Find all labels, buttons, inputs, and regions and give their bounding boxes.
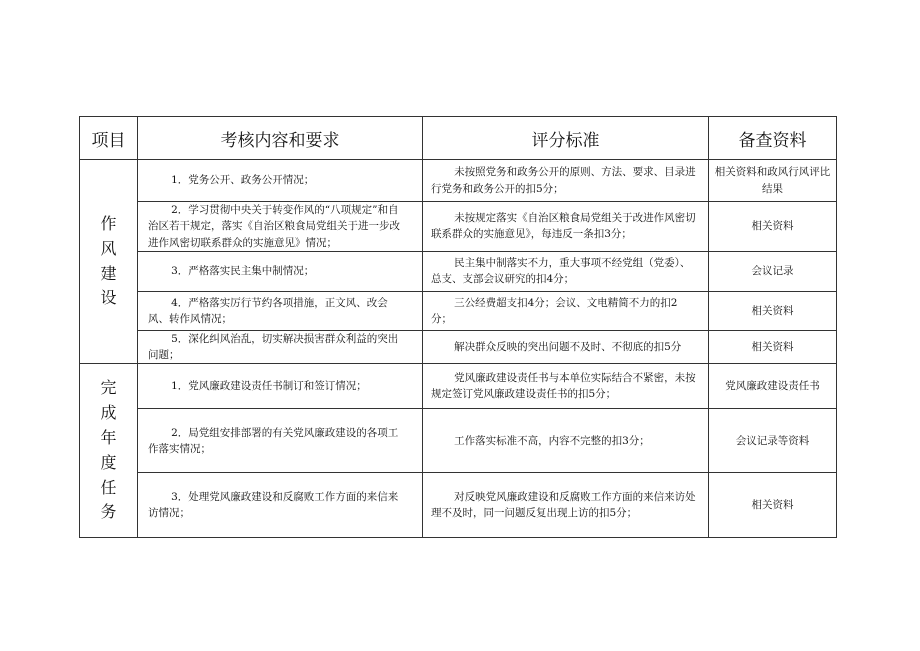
category-label: 完成年度任务 <box>100 378 117 522</box>
table-row <box>80 330 837 364</box>
content-cell: 2．局党组安排部署的有关党风廉政建设的各项工作落实情况； <box>138 409 423 473</box>
content-cell: 5．深化纠风治乱，切实解决损害群众利益的突出问题； <box>138 330 423 364</box>
header-criteria: 评分标准 <box>423 117 709 160</box>
header-reference: 备查资料 <box>709 117 837 160</box>
table-row <box>80 251 837 291</box>
criteria-cell: 三公经费超支扣4分；会议、文电精简不力的扣2分； <box>423 291 709 330</box>
reference-cell: 相关资料和政风行风评比结果 <box>709 160 837 202</box>
criteria-cell: 民主集中制落实不力，重大事项不经党组（党委）、总支、支部会议研究的扣4分； <box>423 251 709 291</box>
header-item: 项目 <box>80 117 138 160</box>
reference-cell: 党风廉政建设责任书 <box>709 364 837 409</box>
table-row <box>80 202 837 252</box>
assessment-table <box>79 116 837 538</box>
reference-cell: 相关资料 <box>709 202 837 252</box>
content-cell: 1．党风廉政建设责任书制订和签订情况； <box>138 364 423 409</box>
table-row <box>80 291 837 330</box>
category-label: 作风建设 <box>100 214 117 308</box>
criteria-cell: 未按照党务和政务公开的原则、方法、要求、目录进行党务和政务公开的扣5分； <box>423 160 709 202</box>
content-cell: 3．处理党风廉政建设和反腐败工作方面的来信来访情况； <box>138 473 423 538</box>
category-cell <box>80 364 138 538</box>
criteria-cell: 工作落实标准不高，内容不完整的扣3分； <box>423 409 709 473</box>
reference-cell: 会议记录 <box>709 251 837 291</box>
table-row <box>80 364 837 409</box>
reference-cell: 相关资料 <box>709 330 837 364</box>
content-cell: 2．学习贯彻中央关于转变作风的“八项规定”和自治区若干规定，落实《自治区粮食局党组关于进一步改进作风密切联系群众的实施意见》情况； <box>138 202 423 252</box>
header-row <box>80 117 837 160</box>
content-cell: 1．党务公开、政务公开情况； <box>138 160 423 202</box>
reference-cell: 相关资料 <box>709 291 837 330</box>
criteria-cell: 对反映党风廉政建设和反腐败工作方面的来信来访处理不及时，同一问题反复出现上访的扣5分； <box>423 473 709 538</box>
criteria-cell: 党风廉政建设责任书与本单位实际结合不紧密，未按规定签订党风廉政建设责任书的扣5分； <box>423 364 709 409</box>
table-row <box>80 160 837 202</box>
content-cell: 4．严格落实厉行节约各项措施，正文风、改会风、转作风情况； <box>138 291 423 330</box>
reference-cell: 会议记录等资料 <box>709 409 837 473</box>
category-cell <box>80 160 138 364</box>
header-content: 考核内容和要求 <box>138 117 423 160</box>
reference-cell: 相关资料 <box>709 473 837 538</box>
criteria-cell: 未按规定落实《自治区粮食局党组关于改进作风密切联系群众的实施意见》，每违反一条扣3分； <box>423 202 709 252</box>
table-row <box>80 409 837 473</box>
content-cell: 3．严格落实民主集中制情况； <box>138 251 423 291</box>
table-row <box>80 473 837 538</box>
criteria-cell: 解决群众反映的突出问题不及时、不彻底的扣5分 <box>423 330 709 364</box>
